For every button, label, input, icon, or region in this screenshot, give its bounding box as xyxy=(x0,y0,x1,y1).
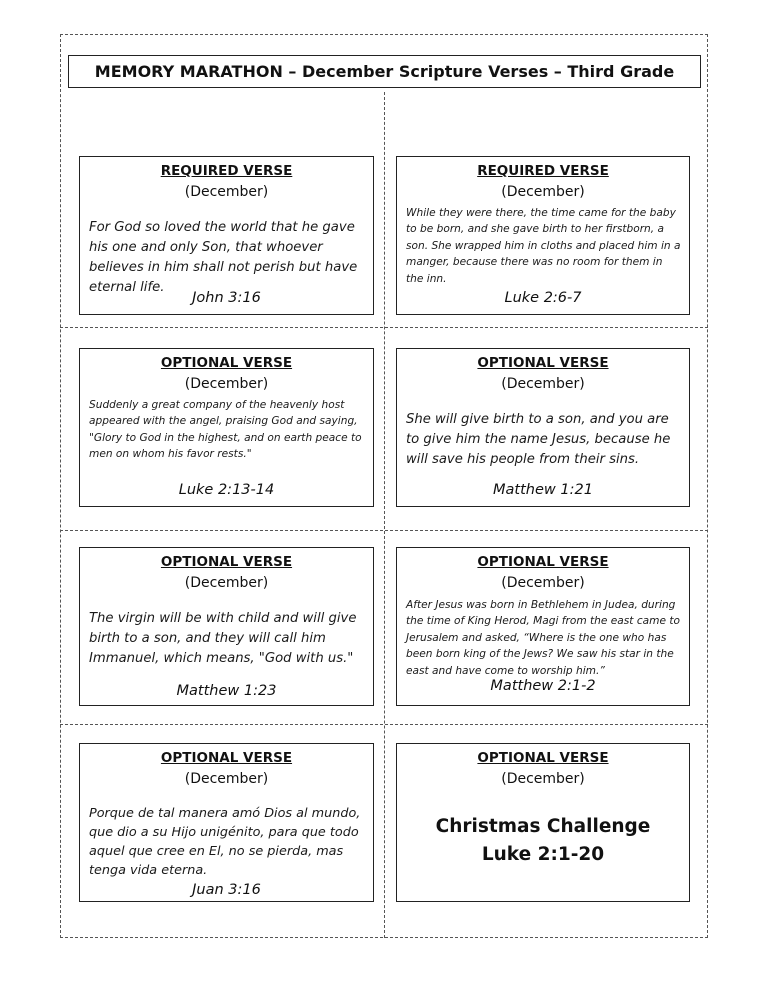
card-month: (December) xyxy=(184,771,269,787)
verse-card-matthew-2-1-2 xyxy=(396,547,690,706)
horizontal-cut-line xyxy=(60,327,708,328)
verse-card-matthew-1-21 xyxy=(396,348,690,507)
verse-reference: Luke 2:13-14 xyxy=(178,482,275,498)
verse-reference: Juan 3:16 xyxy=(192,882,261,898)
challenge-block xyxy=(397,813,689,869)
challenge-reference: Luke 2:1-20 xyxy=(481,844,605,865)
card-month: (December) xyxy=(184,575,269,591)
verse-text: While they were there, the time came for the baby to be born, and she gave birth to her firstborn, a son. She wrapped him in cloths and placed him in a manger, because there was no room for them in the inn. xyxy=(406,207,681,285)
horizontal-cut-line xyxy=(60,724,708,725)
verse-text: After Jesus was born in Bethlehem in Judea, during the time of King Herod, Magi from the east came to Jerusalem and asked, “Where is the one who has been born king of the Jews? We saw his star in the east and have come to worship him.” xyxy=(406,599,680,677)
verse-text: Porque de tal manera amó Dios al mundo, que dio a su Hijo unigénito, para que todo aquel que cree en El, no se pierda, mas tenga vida eterna. xyxy=(89,806,361,878)
card-month: (December) xyxy=(501,575,585,591)
card-heading: OPTIONAL VERSE xyxy=(477,750,609,766)
card-month: (December) xyxy=(184,184,269,200)
verse-card-juan-3-16 xyxy=(79,743,374,902)
verse-text: For God so loved the world that he gave his one and only Son, that whoever believes in him shall not perish but have eternal life. xyxy=(89,220,358,295)
card-heading: REQUIRED VERSE xyxy=(160,163,293,179)
verse-text: Suddenly a great company of the heavenly host appeared with the angel, praising God and saying, "Glory to God in the highest, and on earth peace to men on whom his favor rests." xyxy=(89,399,362,461)
card-heading: OPTIONAL VERSE xyxy=(160,750,293,766)
verse-reference: Matthew 1:21 xyxy=(493,482,593,498)
verse-reference: Matthew 2:1-2 xyxy=(490,678,596,694)
verse-card-matthew-1-23 xyxy=(79,547,374,706)
card-month: (December) xyxy=(501,771,585,787)
verse-card-luke-2-13-14 xyxy=(79,348,374,507)
verse-card-john-3-16 xyxy=(79,156,374,315)
card-heading: OPTIONAL VERSE xyxy=(477,554,609,570)
christmas-challenge-card xyxy=(396,743,690,902)
card-month: (December) xyxy=(501,376,585,392)
verse-reference: Matthew 1:23 xyxy=(176,683,277,699)
verse-card-luke-2-6-7 xyxy=(396,156,690,315)
vertical-cut-line xyxy=(384,92,385,938)
verse-reference: Luke 2:6-7 xyxy=(504,290,582,306)
verse-text: She will give birth to a son, and you are to give him the name Jesus, because he will save his people from their sins. xyxy=(406,412,671,467)
card-month: (December) xyxy=(184,376,269,392)
horizontal-cut-line xyxy=(60,530,708,531)
card-heading: OPTIONAL VERSE xyxy=(477,355,609,371)
challenge-title: Christmas Challenge xyxy=(435,816,651,837)
verse-reference: John 3:16 xyxy=(192,290,261,306)
card-heading: REQUIRED VERSE xyxy=(477,163,609,179)
verse-text: The virgin will be with child and will give birth to a son, and they will call him Immanuel, which means, "God with us." xyxy=(89,611,357,666)
card-month: (December) xyxy=(501,184,585,200)
card-heading: OPTIONAL VERSE xyxy=(160,554,293,570)
card-heading: OPTIONAL VERSE xyxy=(160,355,293,371)
page-title: MEMORY MARATHON – December Scripture Verses – Third Grade xyxy=(68,55,701,88)
